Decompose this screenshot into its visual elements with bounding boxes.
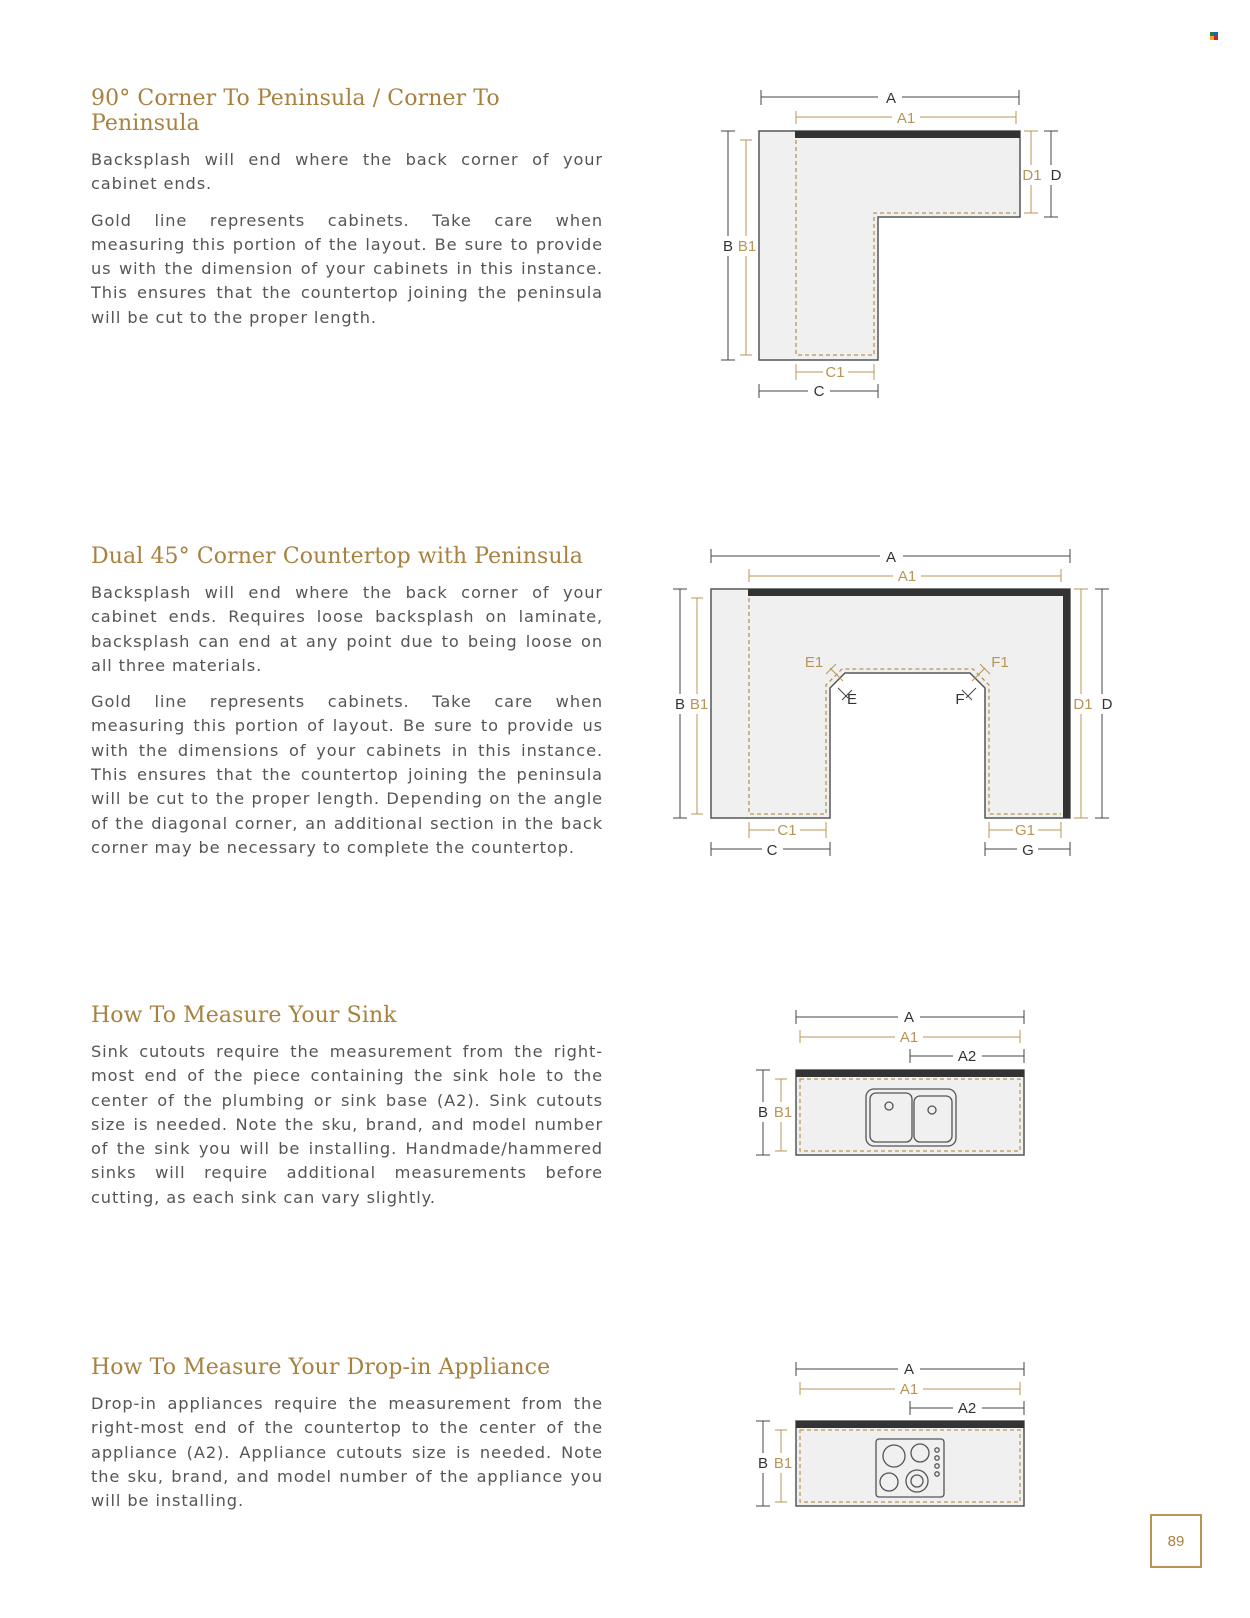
dual-45-corner-diagram — [660, 540, 1120, 870]
section-title: Dual 45° Corner Countertop with Peninsula — [91, 544, 583, 569]
dim-label-g: G — [1022, 842, 1034, 859]
section-title: 90° Corner To Peninsula / Corner To Peninsula — [91, 86, 500, 136]
sink-diagram — [750, 1000, 1050, 1170]
section-measure-drop-in-appliance — [91, 1355, 603, 1525]
dim-label-b1: B1 — [773, 1104, 793, 1121]
appliance-diagram — [750, 1352, 1050, 1522]
dim-label-d: D — [1101, 696, 1113, 713]
backsplash — [796, 1421, 1024, 1428]
section-paragraph: Backsplash will end where the back corner of your cabinet ends. — [91, 150, 603, 194]
dim-label-f: F — [955, 691, 965, 708]
section-paragraph: Gold line represents cabinets. Take care when measuring this portion of layout. Be sure to provide us with the dimensions of your cabinets in this instance. This ensures that the countertop joining the peninsula will be cut to the proper length. Depending on the angle of the diagonal corner, an additional section in the back corner may be necessary to complete the countertop. — [91, 692, 603, 857]
dim-label-a: A — [885, 90, 897, 107]
page-number-label: 89 — [1167, 1532, 1185, 1550]
dim-label-b: B — [757, 1455, 769, 1472]
section-measure-sink — [91, 1003, 603, 1222]
countertop-shape — [759, 131, 1020, 360]
brand-logo-icon — [1210, 32, 1218, 40]
dim-label-b: B — [757, 1104, 769, 1121]
dim-label-e1: E1 — [804, 654, 824, 671]
dim-label-c: C — [766, 842, 778, 859]
backsplash — [796, 1070, 1024, 1077]
section-paragraph: Gold line represents cabinets. Take care when measuring this portion of the layout. Be sure to provide us with the dimension of your cabinets in this instance. This ensures that the countertop joining the peninsula will be cut to the proper length. — [91, 210, 603, 327]
dim-label-d1: D1 — [1022, 167, 1042, 184]
dim-label-g1: G1 — [1014, 822, 1036, 839]
dim-label-c1: C1 — [777, 822, 797, 839]
dim-label-a1: A1 — [896, 110, 916, 127]
corner-peninsula-diagram — [700, 80, 1080, 410]
dim-label-d1: D1 — [1073, 696, 1093, 713]
dim-label-b1: B1 — [737, 238, 757, 255]
section-corner-to-peninsula — [91, 86, 603, 342]
backsplash — [795, 131, 1020, 138]
dim-label-c1: C1 — [825, 364, 845, 381]
section-paragraph: Drop-in appliances require the measurement from the right-most end of the countertop to the center of the appliance (A2). Appliance cutouts size is needed. Note the sku, brand, and model number of the appliance you will be installing. — [91, 1394, 603, 1511]
countertop-shape — [711, 589, 1070, 818]
dim-label-a1: A1 — [899, 1029, 919, 1046]
dim-label-d: D — [1050, 167, 1062, 184]
countertop-shape — [796, 1070, 1024, 1155]
dim-label-b: B — [674, 696, 686, 713]
dim-label-a: A — [885, 549, 897, 566]
backsplash — [748, 589, 1070, 596]
dim-label-a2: A2 — [957, 1400, 977, 1417]
dim-label-a1: A1 — [899, 1381, 919, 1398]
page-number — [1150, 1514, 1202, 1568]
dim-label-b: B — [722, 238, 734, 255]
countertop-shape — [796, 1421, 1024, 1506]
dim-label-b1: B1 — [689, 696, 709, 713]
section-dual-45-corner — [91, 544, 603, 872]
dim-label-a: A — [903, 1009, 915, 1026]
section-paragraph: Sink cutouts require the measurement from the right-most end of the piece containing the sink hole to the center of the plumbing or sink base (A2). Sink cutouts size is needed. Note the sku, brand, and model number of the sink you will be installing. Handmade/hammered sinks will require additional measurements before cutting, as each sink can vary slightly. — [91, 1042, 603, 1207]
backsplash — [1063, 589, 1070, 818]
dim-label-f1: F1 — [991, 654, 1009, 671]
dim-label-a1: A1 — [897, 568, 917, 585]
dim-label-a: A — [903, 1361, 915, 1378]
dim-label-c: C — [813, 383, 825, 400]
dim-label-a2: A2 — [957, 1048, 977, 1065]
dim-label-e: E — [846, 691, 858, 708]
section-paragraph: Backsplash will end where the back corner of your cabinet ends. Requires loose backsplash on laminate, backsplash can end at any point due to being loose on all three materials. — [91, 583, 603, 675]
dim-label-b1: B1 — [773, 1455, 793, 1472]
section-title: How To Measure Your Drop-in Appliance — [91, 1355, 551, 1380]
section-title: How To Measure Your Sink — [91, 1003, 397, 1028]
